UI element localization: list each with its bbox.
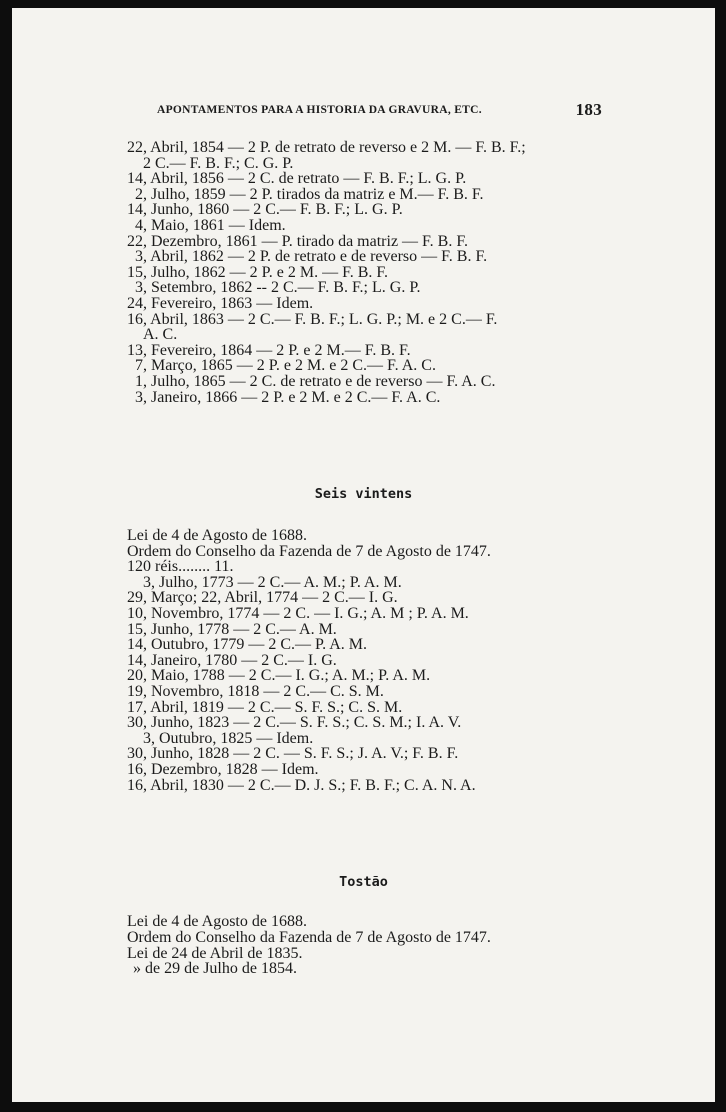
law-reference: Ordem do Conselho da Fazenda de 7 de Agosto de 1747. <box>127 928 491 946</box>
list-item: 17, Abril, 1819 — 2 C.— S. F. S.; C. S. M. <box>127 698 403 716</box>
list-item: 15, Junho, 1778 — 2 C.— A. M. <box>127 620 337 638</box>
page-number: 183 <box>575 100 602 119</box>
list-item: 3, Outubro, 1825 — Idem. <box>143 729 314 747</box>
list-item: 30, Junho, 1823 — 2 C.— S. F. S.; C. S. M.; I. A. V. <box>127 714 462 732</box>
list-item: 22, Abril, 1854 — 2 P. de retrato de reverso e 2 M. — F. B. F.; <box>127 139 526 156</box>
list-item: 29, Março; 22, Abril, 1774 — 2 C.— I. G. <box>127 589 398 607</box>
list-item: 22, Dezembro, 1861 — P. tirado da matriz — F. B. F. <box>127 232 468 250</box>
entries-list <box>127 140 607 405</box>
list-item: 13, Fevereiro, 1864 — 2 P. e 2 M.— F. B. F. <box>127 341 411 359</box>
list-item: 7, Março, 1865 — 2 P. e 2 M. e 2 C.— F. A. C. <box>135 357 436 375</box>
list-item: 14, Janeiro, 1780 — 2 C.— I. G. <box>127 651 337 669</box>
list-item: 16, Dezembro, 1828 — Idem. <box>127 760 319 778</box>
list-item: 1, Julho, 1865 — 2 C. de retrato e de reverso — F. A. C. <box>135 372 496 390</box>
list-item: 3, Setembro, 1862 -- 2 C.— F. B. F.; L. G. P. <box>135 279 421 297</box>
list-item: 3, Julho, 1773 — 2 C.— A. M.; P. A. M. <box>143 573 402 591</box>
list-item: 3, Janeiro, 1866 — 2 P. e 2 M. e 2 C.— F. A. C. <box>135 388 441 406</box>
law-reference: Lei de 4 de Agosto de 1688. <box>127 913 307 930</box>
value-line: 120 réis........ 11. <box>127 558 234 576</box>
list-item: 24, Fevereiro, 1863 — Idem. <box>127 294 314 312</box>
list-item: 14, Outubro, 1779 — 2 C.— P. A. M. <box>127 636 368 654</box>
law-reference: Lei de 4 de Agosto de 1688. <box>127 527 307 544</box>
list-item: 15, Julho, 1862 — 2 P. e 2 M. — F. B. F. <box>127 263 389 281</box>
law-reference: Ordem do Conselho da Fazenda de 7 de Agosto de 1747. <box>127 542 491 560</box>
list-item: 4, Maio, 1861 — Idem. <box>135 216 286 234</box>
section-heading-seis-vintens: Seis vintens <box>314 486 413 502</box>
book-page <box>12 8 715 1102</box>
list-item: 10, Novembro, 1774 — 2 C. — I. G.; A. M ; P. A. M. <box>127 604 469 622</box>
running-title: APONTAMENTOS PARA A HISTORIA DA GRAVURA, ETC. <box>157 104 482 116</box>
law-reference: » de 29 de Julho de 1854. <box>133 960 297 978</box>
list-item: 16, Abril, 1830 — 2 C.— D. J. S.; F. B. F.; C. A. N. A. <box>127 776 476 794</box>
list-item: 14, Abril, 1856 — 2 C. de retrato — F. B. F.; L. G. P. <box>127 170 467 188</box>
law-reference: Lei de 24 de Abril de 1835. <box>127 944 303 962</box>
list-item-continuation: 2 C.— F. B. F.; C. G. P. <box>143 154 294 172</box>
running-header <box>157 100 602 119</box>
list-item: 19, Novembro, 1818 — 2 C.— C. S. M. <box>127 682 384 700</box>
list-item: 20, Maio, 1788 — 2 C.— I. G.; A. M.; P. A. M. <box>127 667 431 685</box>
section-heading-tostao: Tostão <box>339 874 388 890</box>
list-item: 30, Junho, 1828 — 2 C. — S. F. S.; J. A. V.; F. B. F. <box>127 745 459 763</box>
tostao-list <box>127 914 607 977</box>
list-item: 16, Abril, 1863 — 2 C.— F. B. F.; L. G. P.; M. e 2 C.— F. <box>127 310 498 328</box>
list-item: 14, Junho, 1860 — 2 C.— F. B. F.; L. G. P. <box>127 201 403 219</box>
list-item: 2, Julho, 1859 — 2 P. tirados da matriz e M.— F. B. F. <box>135 185 484 203</box>
seis-vintens-list <box>127 528 607 793</box>
list-item-continuation: A. C. <box>143 326 178 344</box>
list-item: 3, Abril, 1862 — 2 P. de retrato e de reverso — F. B. F. <box>135 248 488 266</box>
